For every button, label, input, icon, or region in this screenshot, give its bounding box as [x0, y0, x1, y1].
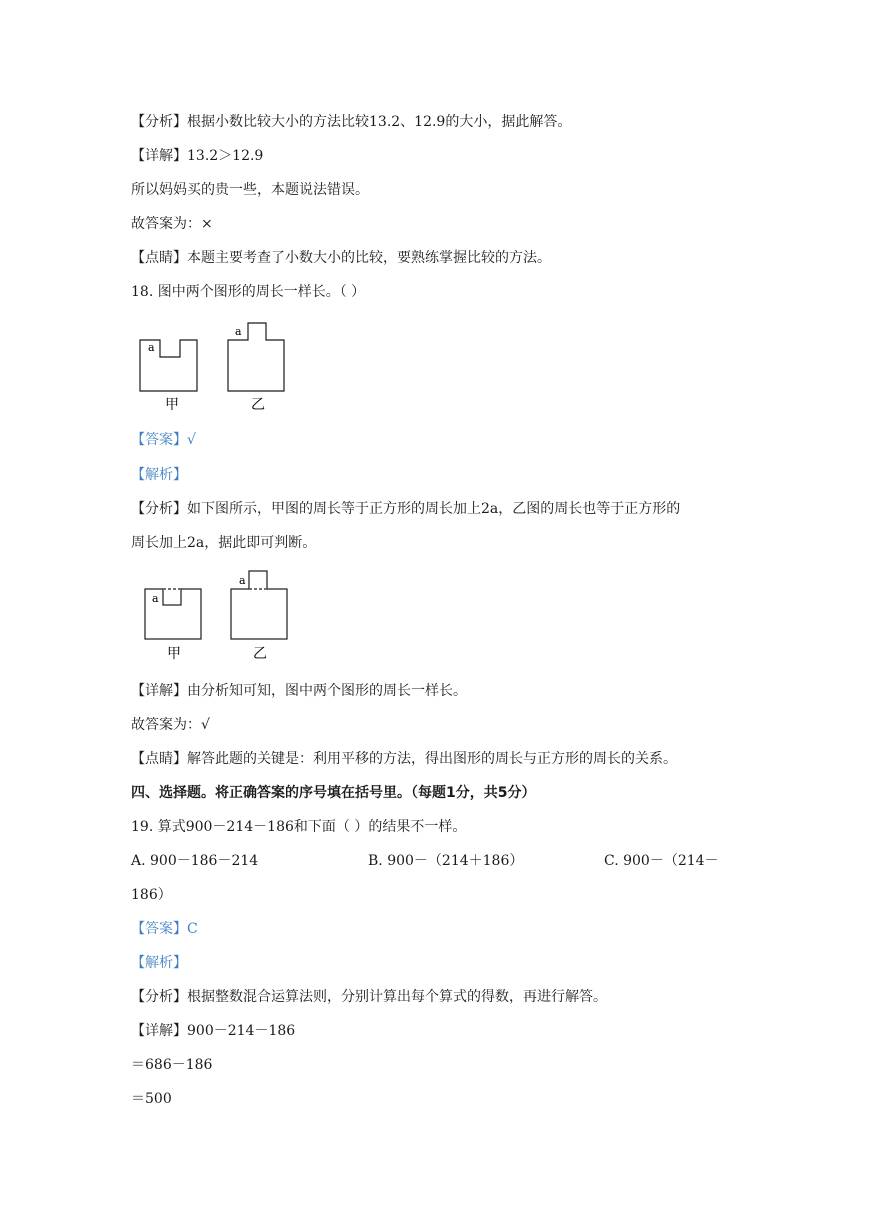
figure-2: [135, 565, 305, 665]
solution-tag: 【解析】: [131, 467, 187, 483]
answer-tag: 【答案】√: [131, 432, 196, 448]
analysis-line-cont: 周长加上2a，据此即可判断。: [131, 535, 317, 551]
option-c-cont: 186）: [131, 887, 172, 903]
option-b: B. 900－（214＋186）: [368, 853, 524, 869]
analysis-line: 【分析】根据整数混合运算法则，分别计算出每个算式的得数，再进行解答。: [131, 989, 607, 1005]
label-yi: 乙: [253, 646, 267, 662]
answer-line: 故答案为：√: [131, 717, 210, 733]
key-point-line: 【点睛】本题主要考查了小数大小的比较，要熟练掌握比较的方法。: [131, 250, 551, 266]
label-jia: 甲: [165, 397, 179, 413]
label-a: a: [239, 574, 246, 587]
option-a: A. 900－186－214: [131, 853, 259, 869]
calc-result: ＝500: [131, 1091, 172, 1107]
detail-line: 【详解】13.2＞12.9: [131, 148, 264, 164]
analysis-line: 【分析】根据小数比较大小的方法比较13.2、12.9的大小，据此解答。: [131, 114, 572, 130]
analysis-line: 【分析】如下图所示，甲图的周长等于正方形的周长加上2a，乙图的周长也等于正方形的: [131, 501, 681, 517]
key-point-line: 【点睛】解答此题的关键是：利用平移的方法，得出图形的周长与正方形的周长的关系。: [131, 751, 677, 767]
label-jia: 甲: [167, 646, 181, 662]
label-a: a: [235, 325, 242, 338]
label-a: a: [152, 592, 159, 605]
question-18: 18. 图中两个图形的周长一样长。（ ）: [131, 284, 366, 300]
solution-tag: 【解析】: [131, 955, 187, 971]
question-19: 19. 算式900－214－186和下面（ ）的结果不一样。: [131, 819, 467, 835]
detail-line: 【详解】由分析知可知，图中两个图形的周长一样长。: [131, 683, 467, 699]
label-a: a: [148, 341, 155, 354]
option-c: C. 900－（214－: [604, 853, 719, 869]
label-yi: 乙: [251, 397, 265, 413]
section-heading: 四、选择题。将正确答案的序号填在括号里。（每题1分，共5分）: [131, 785, 536, 801]
answer-line: 故答案为：×: [131, 216, 213, 232]
answer-tag: 【答案】C: [131, 921, 198, 937]
figure-1: [130, 315, 300, 415]
text-line: 所以妈妈买的贵一些，本题说法错误。: [131, 182, 369, 198]
calc-step: ＝686－186: [131, 1057, 213, 1073]
detail-line: 【详解】900－214－186: [131, 1023, 296, 1039]
